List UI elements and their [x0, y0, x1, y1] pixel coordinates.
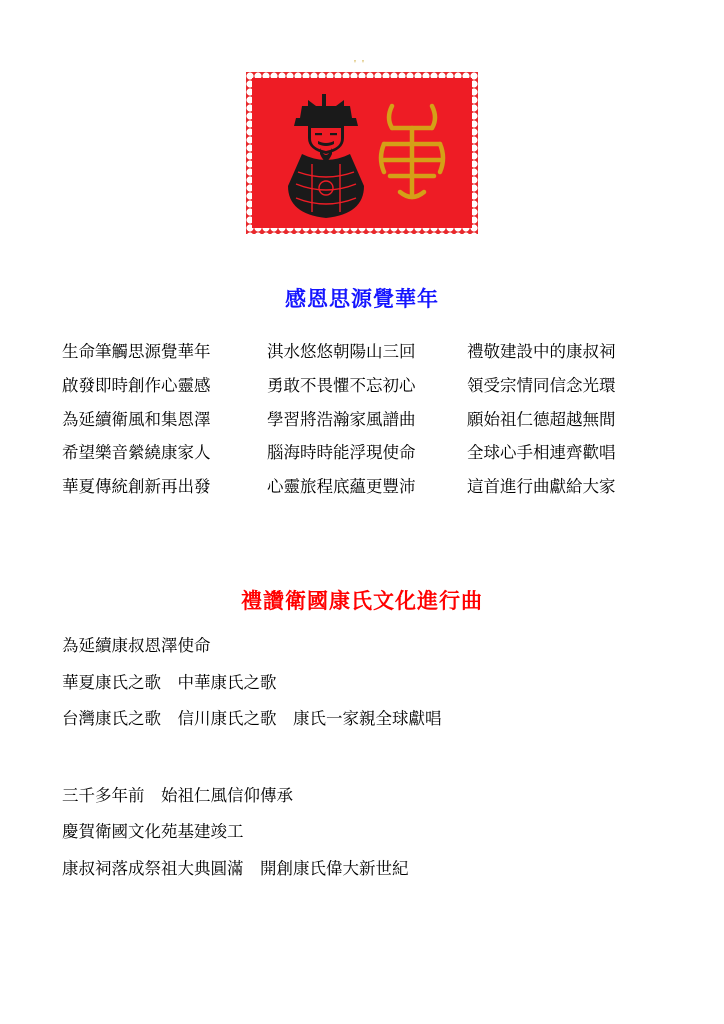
stanza-line: 三千多年前 始祖仁風信仰傳承 [62, 785, 293, 805]
stanza-block [62, 633, 666, 892]
page-title-primary: 感恩思源覺華年 [285, 287, 439, 311]
stamp-image-container [0, 72, 724, 234]
verse-cell: 為延續衛風和集恩澤 [62, 409, 211, 429]
verse-cell: 願始祖仁德超越無間 [467, 409, 616, 429]
verse-cell: 學習將浩瀚家風譜曲 [267, 409, 416, 429]
verse-grid [62, 340, 666, 509]
verse-row [62, 408, 666, 433]
verse-cell: 腦海時時能浮現使命 [267, 443, 416, 463]
verse-cell: 啟發即時創作心靈感 [62, 375, 211, 395]
verse-row [62, 441, 666, 466]
page-title-secondary: 禮讚衛國康氏文化進行曲 [241, 589, 483, 613]
verse-cell: 禮敬建設中的康叔祠 [467, 342, 616, 361]
verse-cell: 這首進行曲獻給大家 [467, 477, 616, 496]
stanza-line: 華夏康氏之歌 中華康氏之歌 [62, 672, 277, 692]
stamp-inner-panel [252, 78, 472, 228]
stamp-top-marks: '' [354, 58, 370, 70]
verse-cell: 希望樂音縈繞康家人 [62, 443, 211, 463]
verse-cell: 勇敢不畏懼不忘初心 [267, 375, 416, 395]
stanza-line: 康叔祠落成祭祖大典圓滿 開創康氏偉大新世紀 [62, 858, 409, 878]
verse-cell: 生命筆觸思源覺華年 [62, 342, 211, 361]
stanza-line: 台灣康氏之歌 信川康氏之歌 康氏一家親全球獻唱 [62, 709, 442, 729]
verse-cell: 心靈旅程底蘊更豐沛 [267, 477, 416, 496]
stanza [62, 633, 666, 732]
verse-row [62, 374, 666, 399]
stanza-line: 慶賀衛國文化苑基建竣工 [62, 822, 244, 842]
verse-cell: 領受宗情同信念光環 [467, 375, 616, 395]
verse-row [62, 475, 666, 500]
stanza [62, 783, 666, 882]
verse-cell: 華夏傳統創新再出發 [62, 477, 211, 496]
verse-cell: 淇水悠悠朝陽山三回 [267, 342, 416, 361]
verse-row [62, 340, 666, 365]
emperor-portrait-icon [278, 88, 374, 222]
stanza-line: 為延續康叔恩澤使命 [62, 636, 211, 655]
postage-stamp [246, 72, 478, 234]
seal-script-character-icon [370, 92, 454, 208]
verse-cell: 全球心手相連齊歡唱 [467, 443, 616, 463]
stanza-spacer [62, 743, 666, 783]
